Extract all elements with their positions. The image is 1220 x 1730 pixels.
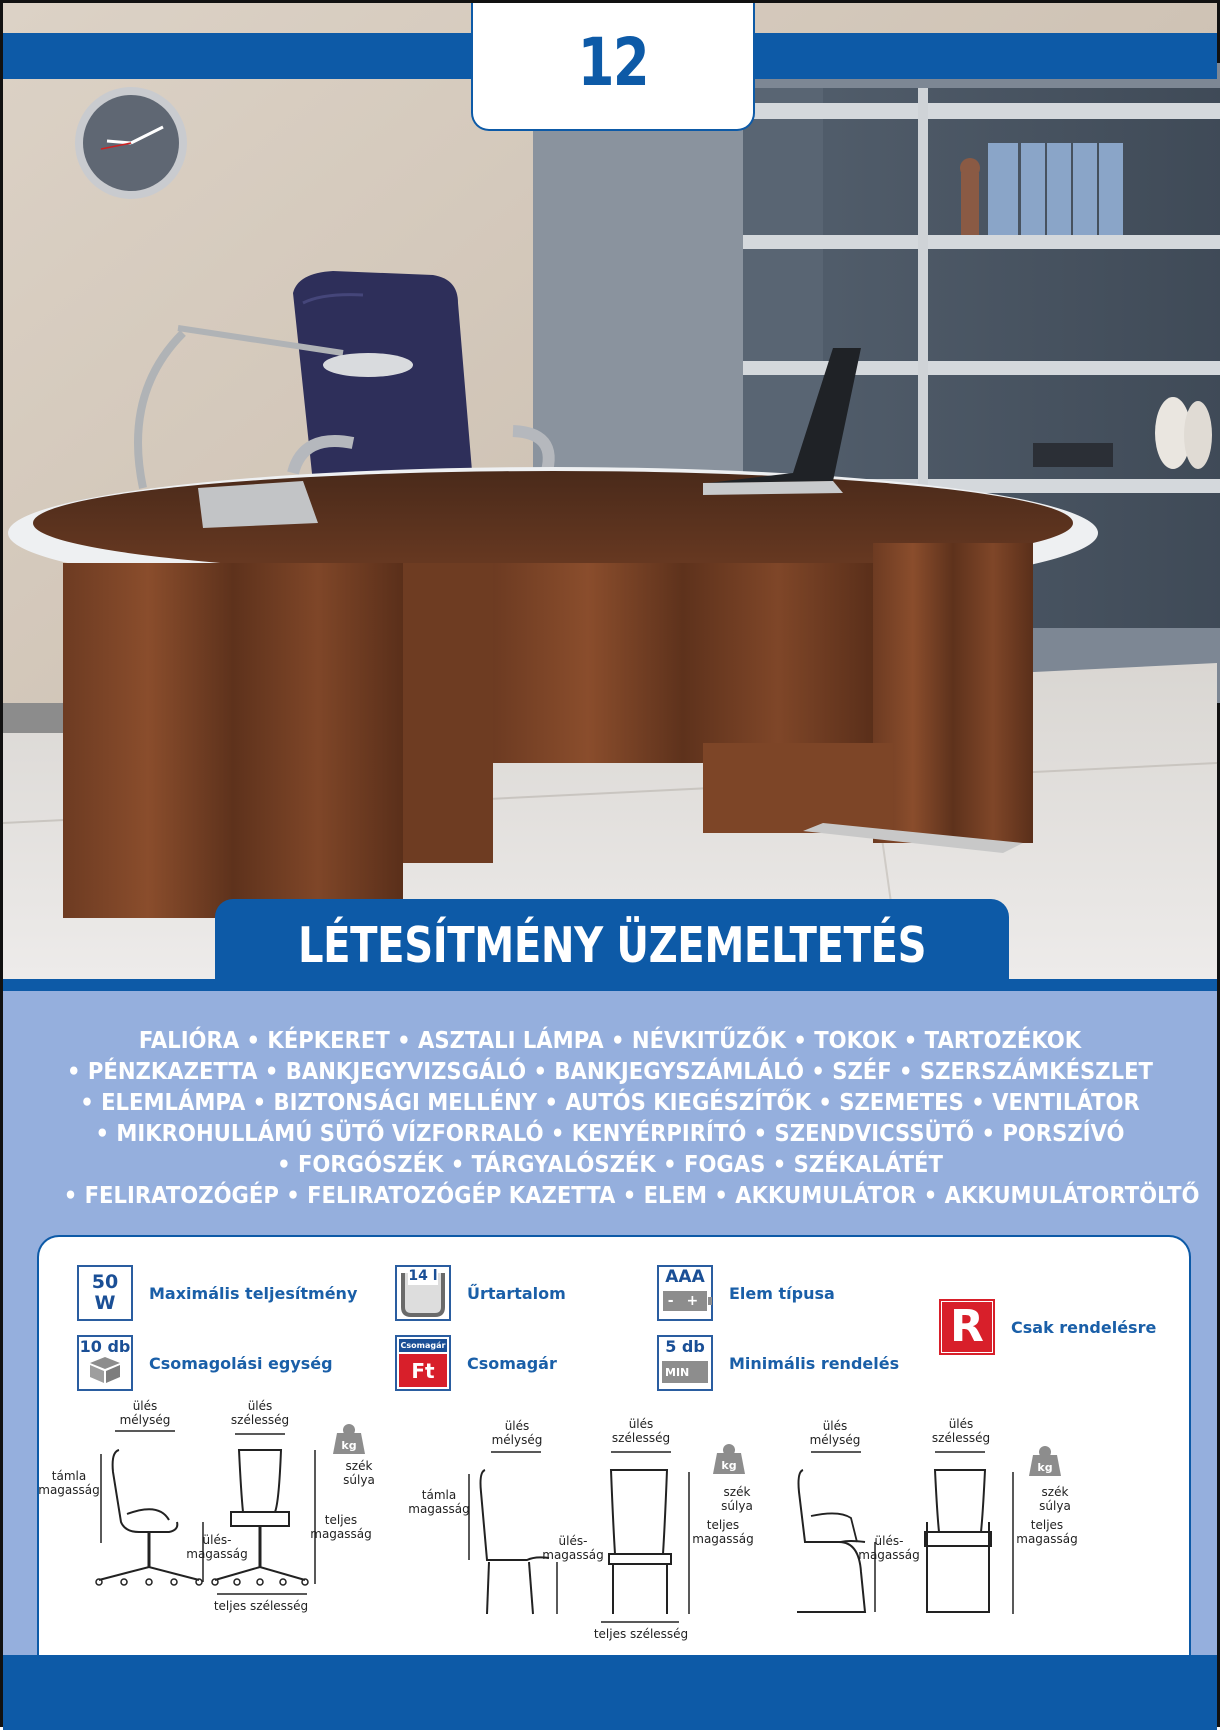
battery-type: AAA — [665, 1267, 705, 1287]
weight-label: szék — [723, 1485, 751, 1499]
battery-icon — [657, 1265, 713, 1321]
min-order-value: 5 db — [665, 1337, 705, 1356]
legend-volume-label: Űrtartalom — [467, 1283, 566, 1303]
total-height-label: magasság — [1016, 1532, 1078, 1546]
kg-label: kg — [1037, 1461, 1053, 1474]
seat-height-label: magasság — [542, 1548, 604, 1562]
package-box-icon — [77, 1335, 133, 1391]
office-photo — [3, 3, 1217, 988]
back-height-label: támla — [51, 1469, 87, 1483]
legend-battery-label: Elem típusa — [729, 1283, 835, 1303]
legend-price-label: Csomagár — [467, 1353, 557, 1373]
price-tag-top — [399, 1339, 447, 1352]
seat-height-label: ülés- — [558, 1534, 588, 1548]
box-shape — [82, 1355, 128, 1385]
package-value: 10 db — [79, 1337, 131, 1356]
seat-height-label: ülés- — [202, 1533, 232, 1547]
total-width-label: teljes szélesség — [213, 1599, 309, 1613]
legend-volume — [395, 1265, 566, 1321]
seat-depth-label: mélység — [119, 1413, 171, 1427]
weight-label: szék — [345, 1459, 373, 1473]
legend-power — [77, 1265, 357, 1321]
kg-label: kg — [341, 1439, 357, 1452]
truck-shape — [662, 1361, 708, 1383]
seat-height-label: magasság — [858, 1548, 920, 1562]
price-tag-body — [399, 1354, 447, 1387]
package-price-icon — [395, 1335, 451, 1391]
battery-body — [663, 1291, 707, 1311]
seat-width-label: szélesség — [611, 1431, 671, 1445]
office-scene-illustration — [3, 3, 1217, 988]
weight-label: súlya — [721, 1499, 753, 1513]
category-line: • PÉNZKAZETTA • BANKJEGYVIZSGÁLÓ • BANKJEGYSZÁMLÁLÓ • SZÉF • SZERSZÁMKÉSZLET — [67, 1057, 1153, 1085]
section-title: LÉTESÍTMÉNY ÜZEMELTETÉS — [297, 916, 927, 974]
total-height-label: teljes — [324, 1513, 358, 1527]
legend-panel — [37, 1235, 1191, 1665]
weight-label: súlya — [343, 1473, 375, 1487]
category-line: • FORGÓSZÉK • TÁRGYALÓSZÉK • FOGAS • SZÉKALÁTÉT — [277, 1150, 943, 1178]
min-order-truck-icon — [657, 1335, 713, 1391]
order-only-letter: R — [950, 1301, 984, 1352]
total-height-label: magasság — [310, 1527, 372, 1541]
category-line: • FELIRATOZÓGÉP • FELIRATOZÓGÉP KAZETTA • ELEM • AKKUMULÁTOR • AKKUMULÁTORTÖLTŐ — [63, 1181, 1200, 1209]
order-only-badge — [942, 1302, 992, 1352]
chair-dimension-diagrams — [38, 1399, 1189, 1662]
seat-width-label: szélesség — [931, 1431, 991, 1445]
section-title-tab — [215, 899, 1009, 991]
min-order-text: MIN — [665, 1365, 690, 1379]
seat-width-label: ülés — [948, 1417, 974, 1431]
battery-signs: - + — [667, 1293, 703, 1309]
wattage-unit: W — [94, 1292, 116, 1314]
page-number: 12 — [577, 23, 649, 101]
back-height-label: magasság — [38, 1483, 100, 1497]
legend-order-only — [939, 1299, 1156, 1355]
wattage-icon — [77, 1265, 133, 1321]
total-width-label: teljes szélesség — [593, 1627, 689, 1641]
legend-min-order-label: Minimális rendelés — [729, 1353, 900, 1373]
total-height-label: teljes — [706, 1518, 740, 1532]
legend-min-order — [657, 1335, 899, 1391]
total-height-label: teljes — [1030, 1518, 1064, 1532]
seat-height-label: ülés- — [874, 1534, 904, 1548]
currency-text: Ft — [411, 1358, 435, 1383]
category-line: • ELEMLÁMPA • BIZTONSÁGI MELLÉNY • AUTÓS KIEGÉSZÍTŐK • SZEMETES • VENTILÁTOR — [80, 1088, 1140, 1116]
back-height-label: magasság — [408, 1502, 470, 1516]
weight-label: szék — [1041, 1485, 1069, 1499]
wattage-value: 50 — [91, 1271, 119, 1293]
seat-depth-label: mélység — [491, 1433, 543, 1447]
category-list — [3, 1025, 1217, 1211]
category-line: • MIKROHULLÁMÚ SÜTŐ VÍZFORRALÓ • KENYÉRPIRÍTÓ • SZENDVICSSÜTŐ • PORSZÍVÓ — [95, 1119, 1125, 1147]
legend-package — [77, 1335, 333, 1391]
back-height-label: támla — [421, 1488, 457, 1502]
legend-power-label: Maximális teljesítmény — [149, 1283, 358, 1303]
legend-package-label: Csomagolási egység — [149, 1353, 333, 1373]
price-tag-text: Csomagár — [400, 1341, 446, 1351]
order-only-icon — [939, 1299, 995, 1355]
legend-order-label: Csak rendelésre — [1011, 1317, 1157, 1337]
seat-height-label: magasság — [186, 1547, 248, 1561]
weight-label: súlya — [1039, 1499, 1071, 1513]
seat-width-label: ülés — [247, 1399, 273, 1413]
seat-depth-label: ülés — [504, 1419, 530, 1433]
seat-width-label: szélesség — [230, 1413, 290, 1427]
total-height-label: magasság — [692, 1532, 754, 1546]
page-number-tab — [471, 3, 755, 131]
legend-price — [395, 1335, 557, 1391]
seat-depth-label: ülés — [132, 1399, 158, 1413]
seat-depth-label: ülés — [822, 1419, 848, 1433]
volume-value: 14 l — [408, 1268, 438, 1284]
kg-label: kg — [721, 1459, 737, 1472]
category-line: FALIÓRA • KÉPKERET • ASZTALI LÁMPA • NÉVKITŰZŐK • TOKOK • TARTOZÉKOK — [138, 1026, 1082, 1054]
seat-width-label: ülés — [628, 1417, 654, 1431]
bin-volume-icon — [395, 1265, 451, 1321]
bottom-blue-band — [3, 1655, 1217, 1730]
legend-battery — [657, 1265, 835, 1321]
seat-depth-label: mélység — [809, 1433, 861, 1447]
